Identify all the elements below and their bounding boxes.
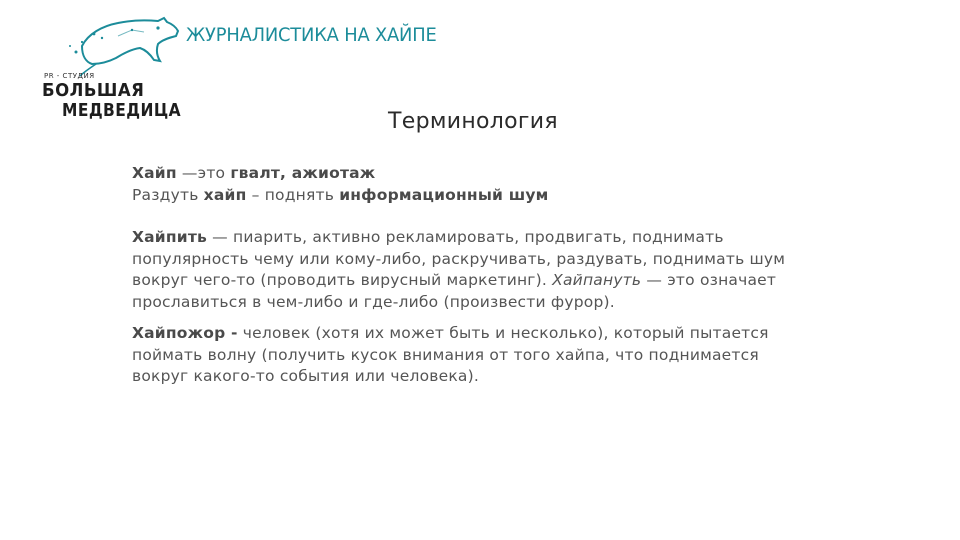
slide-title: Терминология (388, 109, 558, 134)
hypozhor-definition-block (132, 323, 812, 388)
term-hype-inline: хайп (203, 185, 247, 204)
logo-line-2: МЕДВЕДИЦА (62, 100, 182, 121)
term-hype: Хайп (132, 164, 177, 182)
studio-logo (36, 14, 186, 126)
hype-meaning: гвалт, ажиотаж (230, 164, 376, 182)
inflate-prefix: Раздуть (132, 185, 204, 204)
term-hypozhor: Хайпожор - (132, 324, 238, 342)
hypit-definition-block (132, 227, 812, 313)
inflate-meaning: информационный шум (339, 185, 549, 204)
hype-separator: —это (176, 164, 231, 182)
definitions-content (132, 163, 812, 388)
hype-definition-block (132, 163, 812, 206)
logo-subtitle: PR - СТУДИЯ (44, 72, 95, 80)
inflate-middle: – поднять (246, 185, 340, 204)
logo-line-1: БОЛЬШАЯ (42, 80, 145, 101)
hypozhor-text: человек (хотя их может быть и несколько), который пытается поймать волну (получить кусок внимания от того хайпа, что поднимается вокруг какого-то события или человека). (132, 324, 769, 385)
term-hypit: Хайпить (132, 228, 208, 246)
hypanut-text: — это означает прославиться в чем-либо и где-либо (произвести фурор). (132, 271, 777, 311)
term-hypanut: Хайпануть (552, 271, 642, 289)
hypit-text: — пиарить, активно рекламировать, продвигать, поднимать популярность чему или кому-либо, раскручивать, раздувать, поднимать шум вокруг чего-то (проводить вирусный маркетинг). (132, 228, 786, 289)
header-title: ЖУРНАЛИСТИКА НА ХАЙПЕ (186, 24, 437, 46)
